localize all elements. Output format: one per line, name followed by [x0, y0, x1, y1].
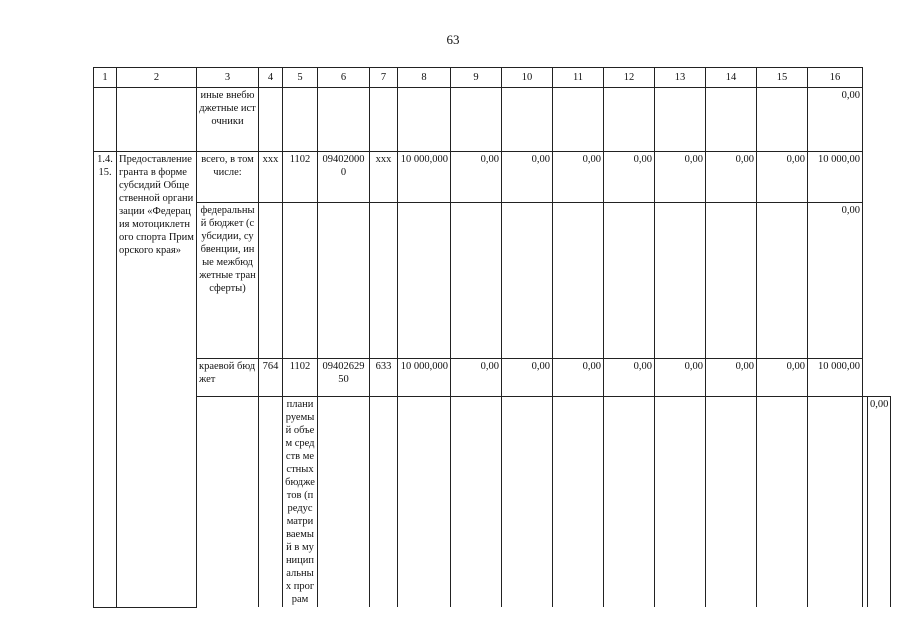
- code-cell: 633: [370, 359, 398, 397]
- amount-cell: 0,00: [604, 152, 655, 203]
- header-cell: 14: [706, 68, 757, 88]
- header-cell: 9: [451, 68, 502, 88]
- header-cell: 1: [94, 68, 117, 88]
- amount-cell: 10 000,00: [808, 359, 863, 397]
- item-number: 1.4.15.: [94, 152, 117, 608]
- code-cell: ххх: [259, 152, 283, 203]
- header-cell: 15: [757, 68, 808, 88]
- table-row-other-sources: [94, 88, 891, 152]
- code-cell: 764: [259, 359, 283, 397]
- funding-source-label: всего, в том числе:: [197, 152, 259, 203]
- header-cell: 4: [259, 68, 283, 88]
- amount-cell: 0,00: [706, 359, 757, 397]
- header-cell: 8: [398, 68, 451, 88]
- header-cell: 13: [655, 68, 706, 88]
- table-row-total: [94, 152, 891, 203]
- amount-cell: 0,00: [451, 359, 502, 397]
- amount-cell: 0,00: [553, 152, 604, 203]
- table-row-federal: [94, 203, 891, 359]
- table-row-regional: [94, 359, 891, 397]
- funding-source-label: планируемый объем средств местных бюджетов (предусматриваемый в муниципальных програм: [283, 397, 318, 608]
- header-cell: 2: [117, 68, 197, 88]
- table-row-local: [94, 397, 891, 608]
- page-number: 63: [446, 32, 460, 47]
- amount-cell: 10 000,00: [808, 152, 863, 203]
- code-cell: ххх: [370, 152, 398, 203]
- funding-source-label: иные внебюджетные источники: [197, 88, 259, 152]
- amount-cell: 0,00: [655, 359, 706, 397]
- amount-cell: 10 000,000: [398, 152, 451, 203]
- amount-cell: 0,00: [502, 359, 553, 397]
- header-cell: 5: [283, 68, 318, 88]
- amount-cell: 0,00: [553, 359, 604, 397]
- amount-cell: 0,00: [808, 203, 863, 359]
- code-cell: 1102: [283, 152, 318, 203]
- amount-cell: 0,00: [502, 152, 553, 203]
- amount-cell: 0,00: [868, 397, 891, 608]
- code-cell: 094020000: [318, 152, 370, 203]
- code-cell: 0940262950: [318, 359, 370, 397]
- code-cell: 1102: [283, 359, 318, 397]
- header-cell: 10: [502, 68, 553, 88]
- amount-cell: 0,00: [706, 152, 757, 203]
- header-cell: 3: [197, 68, 259, 88]
- amount-cell: 0,00: [808, 88, 863, 152]
- header-row: [94, 68, 891, 88]
- funding-source-label: федеральный бюджет (субсидии, субвенции, иные межбюджетные трансферты): [197, 203, 259, 359]
- amount-cell: 10 000,000: [398, 359, 451, 397]
- amount-cell: 0,00: [451, 152, 502, 203]
- header-cell: 16: [808, 68, 863, 88]
- item-description: Предоставление гранта в форме субсидий Общественной организации «Федерация мотоциклетного спорта Приморского края»: [117, 152, 197, 608]
- amount-cell: 0,00: [757, 152, 808, 203]
- amount-cell: 0,00: [604, 359, 655, 397]
- budget-table: [93, 67, 891, 608]
- amount-cell: 0,00: [655, 152, 706, 203]
- funding-source-label: краевой бюджет: [197, 359, 259, 397]
- header-cell: 6: [318, 68, 370, 88]
- amount-cell: 0,00: [757, 359, 808, 397]
- header-cell: 12: [604, 68, 655, 88]
- header-cell: 7: [370, 68, 398, 88]
- header-cell: 11: [553, 68, 604, 88]
